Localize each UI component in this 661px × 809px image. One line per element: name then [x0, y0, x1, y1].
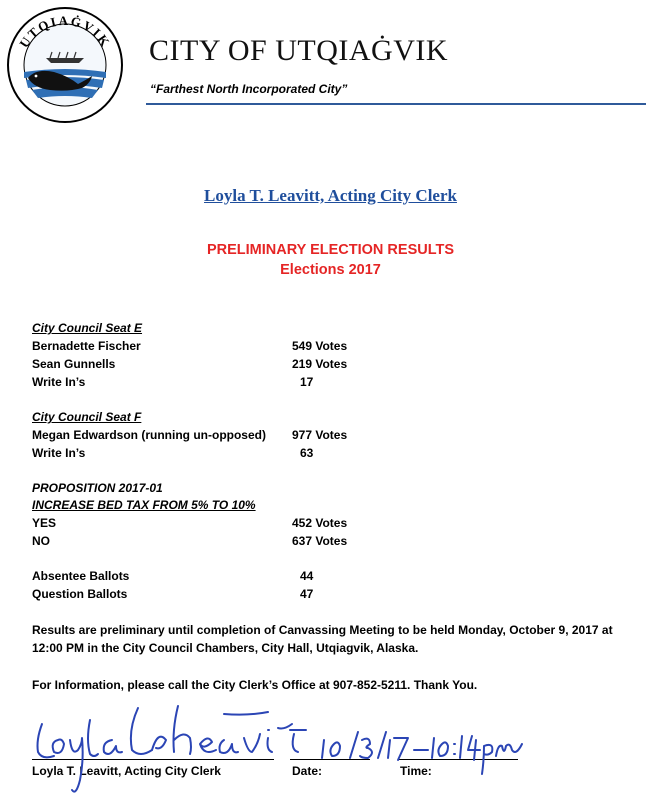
write-in-label: Write In’s — [32, 375, 86, 389]
vote-count: 637 Votes — [292, 534, 348, 548]
clerk-heading: Loyla T. Leavitt, Acting City Clerk — [204, 186, 457, 205]
results-subtitle: Elections 2017 — [280, 262, 381, 278]
ballot-count: 44 — [300, 569, 314, 583]
svg-text:UTQIAĠVIK: UTQIAĠVIK — [16, 12, 114, 51]
candidate-name: Megan Edwardson (running un-opposed) — [32, 428, 266, 442]
option-label: YES — [32, 516, 57, 530]
ballot-type-label: Absentee Ballots — [32, 569, 130, 583]
city-seal-logo — [6, 6, 124, 124]
vote-count: 17 — [300, 375, 314, 389]
write-in-label: Write In’s — [32, 446, 86, 460]
preliminary-notice: Results are preliminary until completion of Canvassing Meeting to be held Monday, October 9, 2017 at 12:00 PM in the City Council Chambers, City Hall, Utqiagvik, Alaska. — [32, 623, 613, 655]
option-label: NO — [32, 534, 50, 548]
ballot-type-label: Question Ballots — [32, 587, 128, 601]
vote-count: 452 Votes — [292, 516, 348, 530]
ballot-count: 47 — [300, 587, 314, 601]
proposition-heading: PROPOSITION 2017-01 — [32, 481, 163, 495]
city-name-title: CITY OF UTQIAĠVIK — [149, 34, 449, 67]
date-label: Date: — [292, 764, 323, 778]
proposition-subheading: INCREASE BED TAX FROM 5% TO 10% — [32, 498, 256, 512]
header-divider — [146, 103, 646, 105]
candidate-name: Sean Gunnells — [32, 357, 116, 371]
signer-name: Loyla T. Leavitt, Acting City Clerk — [32, 764, 221, 778]
vote-count: 977 Votes — [292, 428, 348, 442]
time-label: Time: — [400, 764, 432, 778]
contact-info: For Information, please call the City Clerk’s Office at 907-852-5211. Thank You. — [32, 678, 478, 692]
results-title: PRELIMINARY ELECTION RESULTS — [206, 242, 455, 258]
handwritten-signature — [28, 700, 548, 805]
seat-f-heading: City Council Seat F — [32, 410, 142, 424]
vote-count: 549 Votes — [292, 339, 348, 353]
vote-count: 63 — [300, 446, 314, 460]
seat-e-heading: City Council Seat E — [32, 321, 143, 335]
vote-count: 219 Votes — [292, 357, 348, 371]
candidate-name: Bernadette Fischer — [32, 339, 141, 353]
city-tagline: “Farthest North Incorporated City” — [150, 82, 348, 96]
